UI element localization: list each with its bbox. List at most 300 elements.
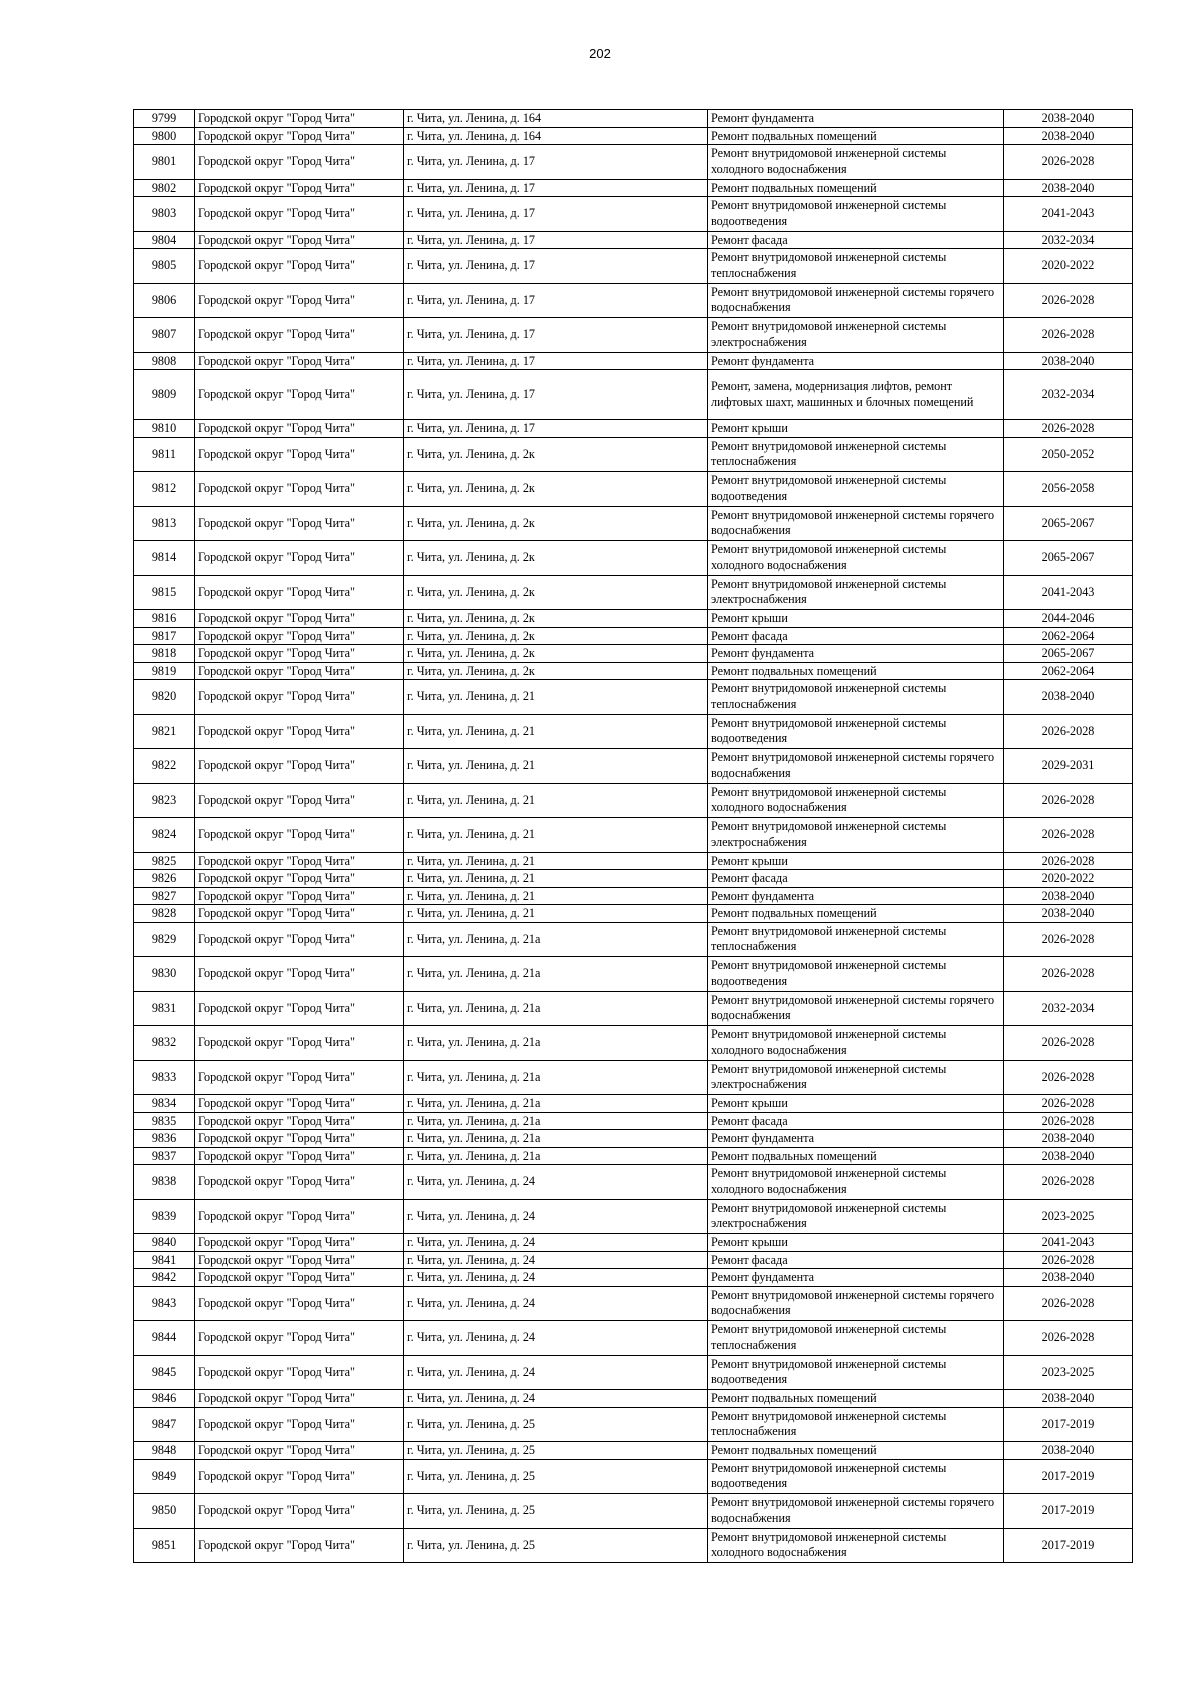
work-type-cell: Ремонт внутридомовой инженерной системы электроснабжения <box>708 318 1004 353</box>
table-row <box>134 1112 1133 1130</box>
row-number-cell: 9816 <box>134 610 195 628</box>
address-cell: г. Чита, ул. Ленина, д. 21а <box>404 922 708 957</box>
work-type-cell: Ремонт внутридомовой инженерной системы водоотведения <box>708 472 1004 507</box>
row-number-cell: 9849 <box>134 1459 195 1494</box>
work-type-cell: Ремонт внутридомовой инженерной системы электроснабжения <box>708 818 1004 853</box>
work-type-cell: Ремонт внутридомовой инженерной системы теплоснабжения <box>708 249 1004 284</box>
row-number-cell: 9811 <box>134 437 195 472</box>
work-type-cell: Ремонт внутридомовой инженерной системы холодного водоснабжения <box>708 1528 1004 1563</box>
address-cell: г. Чита, ул. Ленина, д. 24 <box>404 1390 708 1408</box>
period-cell: 2026-2028 <box>1004 283 1133 318</box>
address-cell: г. Чита, ул. Ленина, д. 21 <box>404 749 708 784</box>
municipality-cell: Городской округ "Город Чита" <box>195 1165 404 1200</box>
row-number-cell: 9828 <box>134 905 195 923</box>
row-number-cell: 9805 <box>134 249 195 284</box>
row-number-cell: 9840 <box>134 1234 195 1252</box>
work-type-cell: Ремонт внутридомовой инженерной системы холодного водоснабжения <box>708 541 1004 576</box>
period-cell: 2029-2031 <box>1004 749 1133 784</box>
row-number-cell: 9823 <box>134 783 195 818</box>
row-number-cell: 9830 <box>134 957 195 992</box>
municipality-cell: Городской округ "Город Чита" <box>195 1251 404 1269</box>
address-cell: г. Чита, ул. Ленина, д. 25 <box>404 1407 708 1442</box>
table-row <box>134 749 1133 784</box>
period-cell: 2026-2028 <box>1004 957 1133 992</box>
row-number-cell: 9825 <box>134 852 195 870</box>
period-cell: 2038-2040 <box>1004 1130 1133 1148</box>
row-number-cell: 9834 <box>134 1095 195 1113</box>
address-cell: г. Чита, ул. Ленина, д. 21а <box>404 1112 708 1130</box>
table-row <box>134 506 1133 541</box>
period-cell: 2026-2028 <box>1004 318 1133 353</box>
address-cell: г. Чита, ул. Ленина, д. 24 <box>404 1165 708 1200</box>
address-cell: г. Чита, ул. Ленина, д. 21 <box>404 905 708 923</box>
work-type-cell: Ремонт подвальных помещений <box>708 1442 1004 1460</box>
period-cell: 2065-2067 <box>1004 645 1133 663</box>
municipality-cell: Городской округ "Город Чита" <box>195 1407 404 1442</box>
municipality-cell: Городской округ "Город Чита" <box>195 627 404 645</box>
address-cell: г. Чита, ул. Ленина, д. 2к <box>404 575 708 610</box>
address-cell: г. Чита, ул. Ленина, д. 24 <box>404 1269 708 1287</box>
period-cell: 2041-2043 <box>1004 197 1133 232</box>
municipality-cell: Городской округ "Город Чита" <box>195 1060 404 1095</box>
municipality-cell: Городской округ "Город Чита" <box>195 145 404 180</box>
period-cell: 2026-2028 <box>1004 1165 1133 1200</box>
table-row <box>134 905 1133 923</box>
table-row <box>134 714 1133 749</box>
row-number-cell: 9817 <box>134 627 195 645</box>
work-type-cell: Ремонт внутридомовой инженерной системы водоотведения <box>708 197 1004 232</box>
table-row <box>134 1060 1133 1095</box>
address-cell: г. Чита, ул. Ленина, д. 21 <box>404 870 708 888</box>
table-row <box>134 783 1133 818</box>
period-cell: 2038-2040 <box>1004 680 1133 715</box>
address-cell: г. Чита, ул. Ленина, д. 17 <box>404 231 708 249</box>
row-number-cell: 9838 <box>134 1165 195 1200</box>
works-table-body <box>134 110 1133 1563</box>
row-number-cell: 9848 <box>134 1442 195 1460</box>
table-row <box>134 1355 1133 1390</box>
municipality-cell: Городской округ "Город Чита" <box>195 991 404 1026</box>
period-cell: 2026-2028 <box>1004 1026 1133 1061</box>
row-number-cell: 9804 <box>134 231 195 249</box>
work-type-cell: Ремонт внутридомовой инженерной системы электроснабжения <box>708 1060 1004 1095</box>
row-number-cell: 9819 <box>134 662 195 680</box>
table-row <box>134 680 1133 715</box>
address-cell: г. Чита, ул. Ленина, д. 17 <box>404 197 708 232</box>
address-cell: г. Чита, ул. Ленина, д. 2к <box>404 645 708 663</box>
work-type-cell: Ремонт крыши <box>708 420 1004 438</box>
period-cell: 2020-2022 <box>1004 870 1133 888</box>
address-cell: г. Чита, ул. Ленина, д. 21а <box>404 1026 708 1061</box>
address-cell: г. Чита, ул. Ленина, д. 2к <box>404 627 708 645</box>
work-type-cell: Ремонт внутридомовой инженерной системы теплоснабжения <box>708 437 1004 472</box>
work-type-cell: Ремонт внутридомовой инженерной системы горячего водоснабжения <box>708 1286 1004 1321</box>
table-row <box>134 1286 1133 1321</box>
row-number-cell: 9850 <box>134 1494 195 1529</box>
period-cell: 2026-2028 <box>1004 1286 1133 1321</box>
row-number-cell: 9809 <box>134 370 195 420</box>
municipality-cell: Городской округ "Город Чита" <box>195 957 404 992</box>
row-number-cell: 9827 <box>134 887 195 905</box>
row-number-cell: 9812 <box>134 472 195 507</box>
row-number-cell: 9837 <box>134 1147 195 1165</box>
work-type-cell: Ремонт внутридомовой инженерной системы теплоснабжения <box>708 1407 1004 1442</box>
row-number-cell: 9822 <box>134 749 195 784</box>
work-type-cell: Ремонт фасада <box>708 627 1004 645</box>
municipality-cell: Городской округ "Город Чита" <box>195 437 404 472</box>
period-cell: 2026-2028 <box>1004 1060 1133 1095</box>
address-cell: г. Чита, ул. Ленина, д. 25 <box>404 1494 708 1529</box>
work-type-cell: Ремонт крыши <box>708 610 1004 628</box>
period-cell: 2017-2019 <box>1004 1459 1133 1494</box>
table-row <box>134 249 1133 284</box>
table-row <box>134 179 1133 197</box>
table-row <box>134 1321 1133 1356</box>
work-type-cell: Ремонт внутридомовой инженерной системы холодного водоснабжения <box>708 1165 1004 1200</box>
table-row <box>134 1442 1133 1460</box>
period-cell: 2038-2040 <box>1004 905 1133 923</box>
work-type-cell: Ремонт фасада <box>708 1251 1004 1269</box>
row-number-cell: 9815 <box>134 575 195 610</box>
address-cell: г. Чита, ул. Ленина, д. 21а <box>404 1060 708 1095</box>
row-number-cell: 9833 <box>134 1060 195 1095</box>
table-row <box>134 197 1133 232</box>
period-cell: 2032-2034 <box>1004 231 1133 249</box>
municipality-cell: Городской округ "Город Чита" <box>195 420 404 438</box>
work-type-cell: Ремонт подвальных помещений <box>708 662 1004 680</box>
period-cell: 2032-2034 <box>1004 991 1133 1026</box>
table-row <box>134 991 1133 1026</box>
work-type-cell: Ремонт фундамента <box>708 645 1004 663</box>
table-row <box>134 1165 1133 1200</box>
work-type-cell: Ремонт внутридомовой инженерной системы горячего водоснабжения <box>708 991 1004 1026</box>
municipality-cell: Городской округ "Город Чита" <box>195 783 404 818</box>
municipality-cell: Городской округ "Город Чита" <box>195 887 404 905</box>
municipality-cell: Городской округ "Город Чита" <box>195 610 404 628</box>
row-number-cell: 9851 <box>134 1528 195 1563</box>
address-cell: г. Чита, ул. Ленина, д. 24 <box>404 1251 708 1269</box>
period-cell: 2038-2040 <box>1004 1390 1133 1408</box>
work-type-cell: Ремонт внутридомовой инженерной системы холодного водоснабжения <box>708 783 1004 818</box>
municipality-cell: Городской округ "Город Чита" <box>195 714 404 749</box>
address-cell: г. Чита, ул. Ленина, д. 25 <box>404 1442 708 1460</box>
period-cell: 2038-2040 <box>1004 179 1133 197</box>
work-type-cell: Ремонт крыши <box>708 852 1004 870</box>
period-cell: 2038-2040 <box>1004 887 1133 905</box>
row-number-cell: 9800 <box>134 127 195 145</box>
row-number-cell: 9826 <box>134 870 195 888</box>
table-row <box>134 1251 1133 1269</box>
table-row <box>134 1407 1133 1442</box>
address-cell: г. Чита, ул. Ленина, д. 21а <box>404 991 708 1026</box>
municipality-cell: Городской округ "Город Чита" <box>195 231 404 249</box>
table-row <box>134 1494 1133 1529</box>
address-cell: г. Чита, ул. Ленина, д. 21а <box>404 1147 708 1165</box>
address-cell: г. Чита, ул. Ленина, д. 17 <box>404 249 708 284</box>
address-cell: г. Чита, ул. Ленина, д. 2к <box>404 662 708 680</box>
address-cell: г. Чита, ул. Ленина, д. 17 <box>404 318 708 353</box>
period-cell: 2041-2043 <box>1004 1234 1133 1252</box>
table-row <box>134 1147 1133 1165</box>
address-cell: г. Чита, ул. Ленина, д. 21 <box>404 818 708 853</box>
municipality-cell: Городской округ "Город Чита" <box>195 541 404 576</box>
municipality-cell: Городской округ "Город Чита" <box>195 352 404 370</box>
address-cell: г. Чита, ул. Ленина, д. 21а <box>404 957 708 992</box>
municipality-cell: Городской округ "Город Чита" <box>195 472 404 507</box>
address-cell: г. Чита, ул. Ленина, д. 2к <box>404 472 708 507</box>
municipality-cell: Городской округ "Город Чита" <box>195 249 404 284</box>
address-cell: г. Чита, ул. Ленина, д. 24 <box>404 1355 708 1390</box>
municipality-cell: Городской округ "Город Чита" <box>195 1234 404 1252</box>
table-row <box>134 1026 1133 1061</box>
period-cell: 2026-2028 <box>1004 1095 1133 1113</box>
municipality-cell: Городской округ "Город Чита" <box>195 1286 404 1321</box>
address-cell: г. Чита, ул. Ленина, д. 21а <box>404 1095 708 1113</box>
municipality-cell: Городской округ "Город Чита" <box>195 1355 404 1390</box>
address-cell: г. Чита, ул. Ленина, д. 24 <box>404 1321 708 1356</box>
work-type-cell: Ремонт фундамента <box>708 887 1004 905</box>
row-number-cell: 9843 <box>134 1286 195 1321</box>
work-type-cell: Ремонт подвальных помещений <box>708 127 1004 145</box>
period-cell: 2065-2067 <box>1004 541 1133 576</box>
table-row <box>134 1095 1133 1113</box>
period-cell: 2062-2064 <box>1004 662 1133 680</box>
row-number-cell: 9845 <box>134 1355 195 1390</box>
period-cell: 2020-2022 <box>1004 249 1133 284</box>
period-cell: 2044-2046 <box>1004 610 1133 628</box>
table-row <box>134 437 1133 472</box>
municipality-cell: Городской округ "Город Чита" <box>195 1112 404 1130</box>
municipality-cell: Городской округ "Город Чита" <box>195 1130 404 1148</box>
table-row <box>134 145 1133 180</box>
work-type-cell: Ремонт подвальных помещений <box>708 1147 1004 1165</box>
table-row <box>134 1528 1133 1563</box>
table-row <box>134 472 1133 507</box>
work-type-cell: Ремонт внутридомовой инженерной системы горячего водоснабжения <box>708 283 1004 318</box>
period-cell: 2038-2040 <box>1004 1269 1133 1287</box>
municipality-cell: Городской округ "Город Чита" <box>195 922 404 957</box>
address-cell: г. Чита, ул. Ленина, д. 2к <box>404 437 708 472</box>
municipality-cell: Городской округ "Город Чита" <box>195 1321 404 1356</box>
municipality-cell: Городской округ "Город Чита" <box>195 575 404 610</box>
period-cell: 2038-2040 <box>1004 1442 1133 1460</box>
address-cell: г. Чита, ул. Ленина, д. 21 <box>404 887 708 905</box>
row-number-cell: 9808 <box>134 352 195 370</box>
work-type-cell: Ремонт, замена, модернизация лифтов, ремонт лифтовых шахт, машинных и блочных помещений <box>708 370 1004 420</box>
municipality-cell: Городской округ "Город Чита" <box>195 1147 404 1165</box>
table-row <box>134 852 1133 870</box>
table-row <box>134 627 1133 645</box>
period-cell: 2038-2040 <box>1004 352 1133 370</box>
row-number-cell: 9844 <box>134 1321 195 1356</box>
row-number-cell: 9818 <box>134 645 195 663</box>
municipality-cell: Городской округ "Город Чита" <box>195 1026 404 1061</box>
period-cell: 2026-2028 <box>1004 1112 1133 1130</box>
table-row <box>134 645 1133 663</box>
work-type-cell: Ремонт внутридомовой инженерной системы теплоснабжения <box>708 922 1004 957</box>
table-row <box>134 127 1133 145</box>
work-type-cell: Ремонт фундамента <box>708 1269 1004 1287</box>
period-cell: 2050-2052 <box>1004 437 1133 472</box>
municipality-cell: Городской округ "Город Чита" <box>195 1528 404 1563</box>
row-number-cell: 9842 <box>134 1269 195 1287</box>
row-number-cell: 9841 <box>134 1251 195 1269</box>
municipality-cell: Городской округ "Город Чита" <box>195 680 404 715</box>
address-cell: г. Чита, ул. Ленина, д. 25 <box>404 1459 708 1494</box>
address-cell: г. Чита, ул. Ленина, д. 17 <box>404 283 708 318</box>
work-type-cell: Ремонт внутридомовой инженерной системы электроснабжения <box>708 1199 1004 1234</box>
municipality-cell: Городской округ "Город Чита" <box>195 818 404 853</box>
period-cell: 2026-2028 <box>1004 1321 1133 1356</box>
table-row <box>134 1199 1133 1234</box>
address-cell: г. Чита, ул. Ленина, д. 17 <box>404 420 708 438</box>
municipality-cell: Городской округ "Город Чита" <box>195 1459 404 1494</box>
municipality-cell: Городской округ "Город Чита" <box>195 1390 404 1408</box>
address-cell: г. Чита, ул. Ленина, д. 21 <box>404 852 708 870</box>
municipality-cell: Городской округ "Город Чита" <box>195 1494 404 1529</box>
table-row <box>134 420 1133 438</box>
period-cell: 2026-2028 <box>1004 922 1133 957</box>
row-number-cell: 9824 <box>134 818 195 853</box>
row-number-cell: 9836 <box>134 1130 195 1148</box>
table-row <box>134 1390 1133 1408</box>
period-cell: 2026-2028 <box>1004 145 1133 180</box>
row-number-cell: 9799 <box>134 110 195 128</box>
address-cell: г. Чита, ул. Ленина, д. 17 <box>404 145 708 180</box>
period-cell: 2026-2028 <box>1004 818 1133 853</box>
table-row <box>134 1459 1133 1494</box>
period-cell: 2026-2028 <box>1004 783 1133 818</box>
period-cell: 2017-2019 <box>1004 1407 1133 1442</box>
municipality-cell: Городской округ "Город Чита" <box>195 645 404 663</box>
period-cell: 2023-2025 <box>1004 1355 1133 1390</box>
table-row <box>134 870 1133 888</box>
period-cell: 2056-2058 <box>1004 472 1133 507</box>
page-number: 202 <box>589 46 611 61</box>
row-number-cell: 9839 <box>134 1199 195 1234</box>
work-type-cell: Ремонт внутридомовой инженерной системы холодного водоснабжения <box>708 1026 1004 1061</box>
address-cell: г. Чита, ул. Ленина, д. 164 <box>404 127 708 145</box>
municipality-cell: Городской округ "Город Чита" <box>195 852 404 870</box>
municipality-cell: Городской округ "Город Чита" <box>195 749 404 784</box>
work-type-cell: Ремонт внутридомовой инженерной системы горячего водоснабжения <box>708 749 1004 784</box>
table-row <box>134 922 1133 957</box>
work-type-cell: Ремонт внутридомовой инженерной системы водоотведения <box>708 1355 1004 1390</box>
work-type-cell: Ремонт подвальных помещений <box>708 905 1004 923</box>
row-number-cell: 9832 <box>134 1026 195 1061</box>
address-cell: г. Чита, ул. Ленина, д. 17 <box>404 370 708 420</box>
municipality-cell: Городской округ "Город Чита" <box>195 370 404 420</box>
row-number-cell: 9846 <box>134 1390 195 1408</box>
table-row <box>134 575 1133 610</box>
work-type-cell: Ремонт внутридомовой инженерной системы электроснабжения <box>708 575 1004 610</box>
address-cell: г. Чита, ул. Ленина, д. 24 <box>404 1286 708 1321</box>
row-number-cell: 9847 <box>134 1407 195 1442</box>
period-cell: 2038-2040 <box>1004 127 1133 145</box>
table-row <box>134 1234 1133 1252</box>
works-table <box>133 109 1133 1563</box>
address-cell: г. Чита, ул. Ленина, д. 164 <box>404 110 708 128</box>
period-cell: 2065-2067 <box>1004 506 1133 541</box>
table-row <box>134 231 1133 249</box>
table-row <box>134 818 1133 853</box>
row-number-cell: 9829 <box>134 922 195 957</box>
row-number-cell: 9814 <box>134 541 195 576</box>
period-cell: 2023-2025 <box>1004 1199 1133 1234</box>
municipality-cell: Городской округ "Город Чита" <box>195 110 404 128</box>
municipality-cell: Городской округ "Город Чита" <box>195 197 404 232</box>
row-number-cell: 9806 <box>134 283 195 318</box>
work-type-cell: Ремонт внутридомовой инженерной системы теплоснабжения <box>708 680 1004 715</box>
period-cell: 2032-2034 <box>1004 370 1133 420</box>
table-row <box>134 887 1133 905</box>
period-cell: 2026-2028 <box>1004 852 1133 870</box>
address-cell: г. Чита, ул. Ленина, д. 21 <box>404 714 708 749</box>
municipality-cell: Городской округ "Город Чита" <box>195 662 404 680</box>
address-cell: г. Чита, ул. Ленина, д. 24 <box>404 1199 708 1234</box>
address-cell: г. Чита, ул. Ленина, д. 24 <box>404 1234 708 1252</box>
table-row <box>134 541 1133 576</box>
municipality-cell: Городской округ "Город Чита" <box>195 283 404 318</box>
work-type-cell: Ремонт внутридомовой инженерной системы горячего водоснабжения <box>708 506 1004 541</box>
row-number-cell: 9802 <box>134 179 195 197</box>
period-cell: 2017-2019 <box>1004 1528 1133 1563</box>
row-number-cell: 9813 <box>134 506 195 541</box>
municipality-cell: Городской округ "Город Чита" <box>195 1269 404 1287</box>
table-row <box>134 110 1133 128</box>
row-number-cell: 9810 <box>134 420 195 438</box>
period-cell: 2038-2040 <box>1004 110 1133 128</box>
work-type-cell: Ремонт внутридомовой инженерной системы водоотведения <box>708 1459 1004 1494</box>
municipality-cell: Городской округ "Город Чита" <box>195 1095 404 1113</box>
row-number-cell: 9807 <box>134 318 195 353</box>
address-cell: г. Чита, ул. Ленина, д. 21 <box>404 680 708 715</box>
municipality-cell: Городской округ "Город Чита" <box>195 905 404 923</box>
period-cell: 2017-2019 <box>1004 1494 1133 1529</box>
address-cell: г. Чита, ул. Ленина, д. 2к <box>404 610 708 628</box>
table-row <box>134 957 1133 992</box>
row-number-cell: 9820 <box>134 680 195 715</box>
work-type-cell: Ремонт крыши <box>708 1234 1004 1252</box>
municipality-cell: Городской округ "Город Чита" <box>195 1199 404 1234</box>
period-cell: 2038-2040 <box>1004 1147 1133 1165</box>
address-cell: г. Чита, ул. Ленина, д. 25 <box>404 1528 708 1563</box>
work-type-cell: Ремонт подвальных помещений <box>708 1390 1004 1408</box>
municipality-cell: Городской округ "Город Чита" <box>195 870 404 888</box>
table-row <box>134 662 1133 680</box>
work-type-cell: Ремонт внутридомовой инженерной системы горячего водоснабжения <box>708 1494 1004 1529</box>
address-cell: г. Чита, ул. Ленина, д. 21 <box>404 783 708 818</box>
work-type-cell: Ремонт фасада <box>708 231 1004 249</box>
period-cell: 2026-2028 <box>1004 1251 1133 1269</box>
municipality-cell: Городской округ "Город Чита" <box>195 179 404 197</box>
table-row <box>134 318 1133 353</box>
municipality-cell: Городской округ "Город Чита" <box>195 506 404 541</box>
address-cell: г. Чита, ул. Ленина, д. 17 <box>404 179 708 197</box>
work-type-cell: Ремонт фасада <box>708 870 1004 888</box>
address-cell: г. Чита, ул. Ленина, д. 21а <box>404 1130 708 1148</box>
row-number-cell: 9803 <box>134 197 195 232</box>
table-row <box>134 610 1133 628</box>
work-type-cell: Ремонт внутридомовой инженерной системы водоотведения <box>708 714 1004 749</box>
row-number-cell: 9835 <box>134 1112 195 1130</box>
municipality-cell: Городской округ "Город Чита" <box>195 1442 404 1460</box>
work-type-cell: Ремонт крыши <box>708 1095 1004 1113</box>
table-row <box>134 1269 1133 1287</box>
address-cell: г. Чита, ул. Ленина, д. 2к <box>404 506 708 541</box>
work-type-cell: Ремонт фундамента <box>708 110 1004 128</box>
work-type-cell: Ремонт фундамента <box>708 1130 1004 1148</box>
